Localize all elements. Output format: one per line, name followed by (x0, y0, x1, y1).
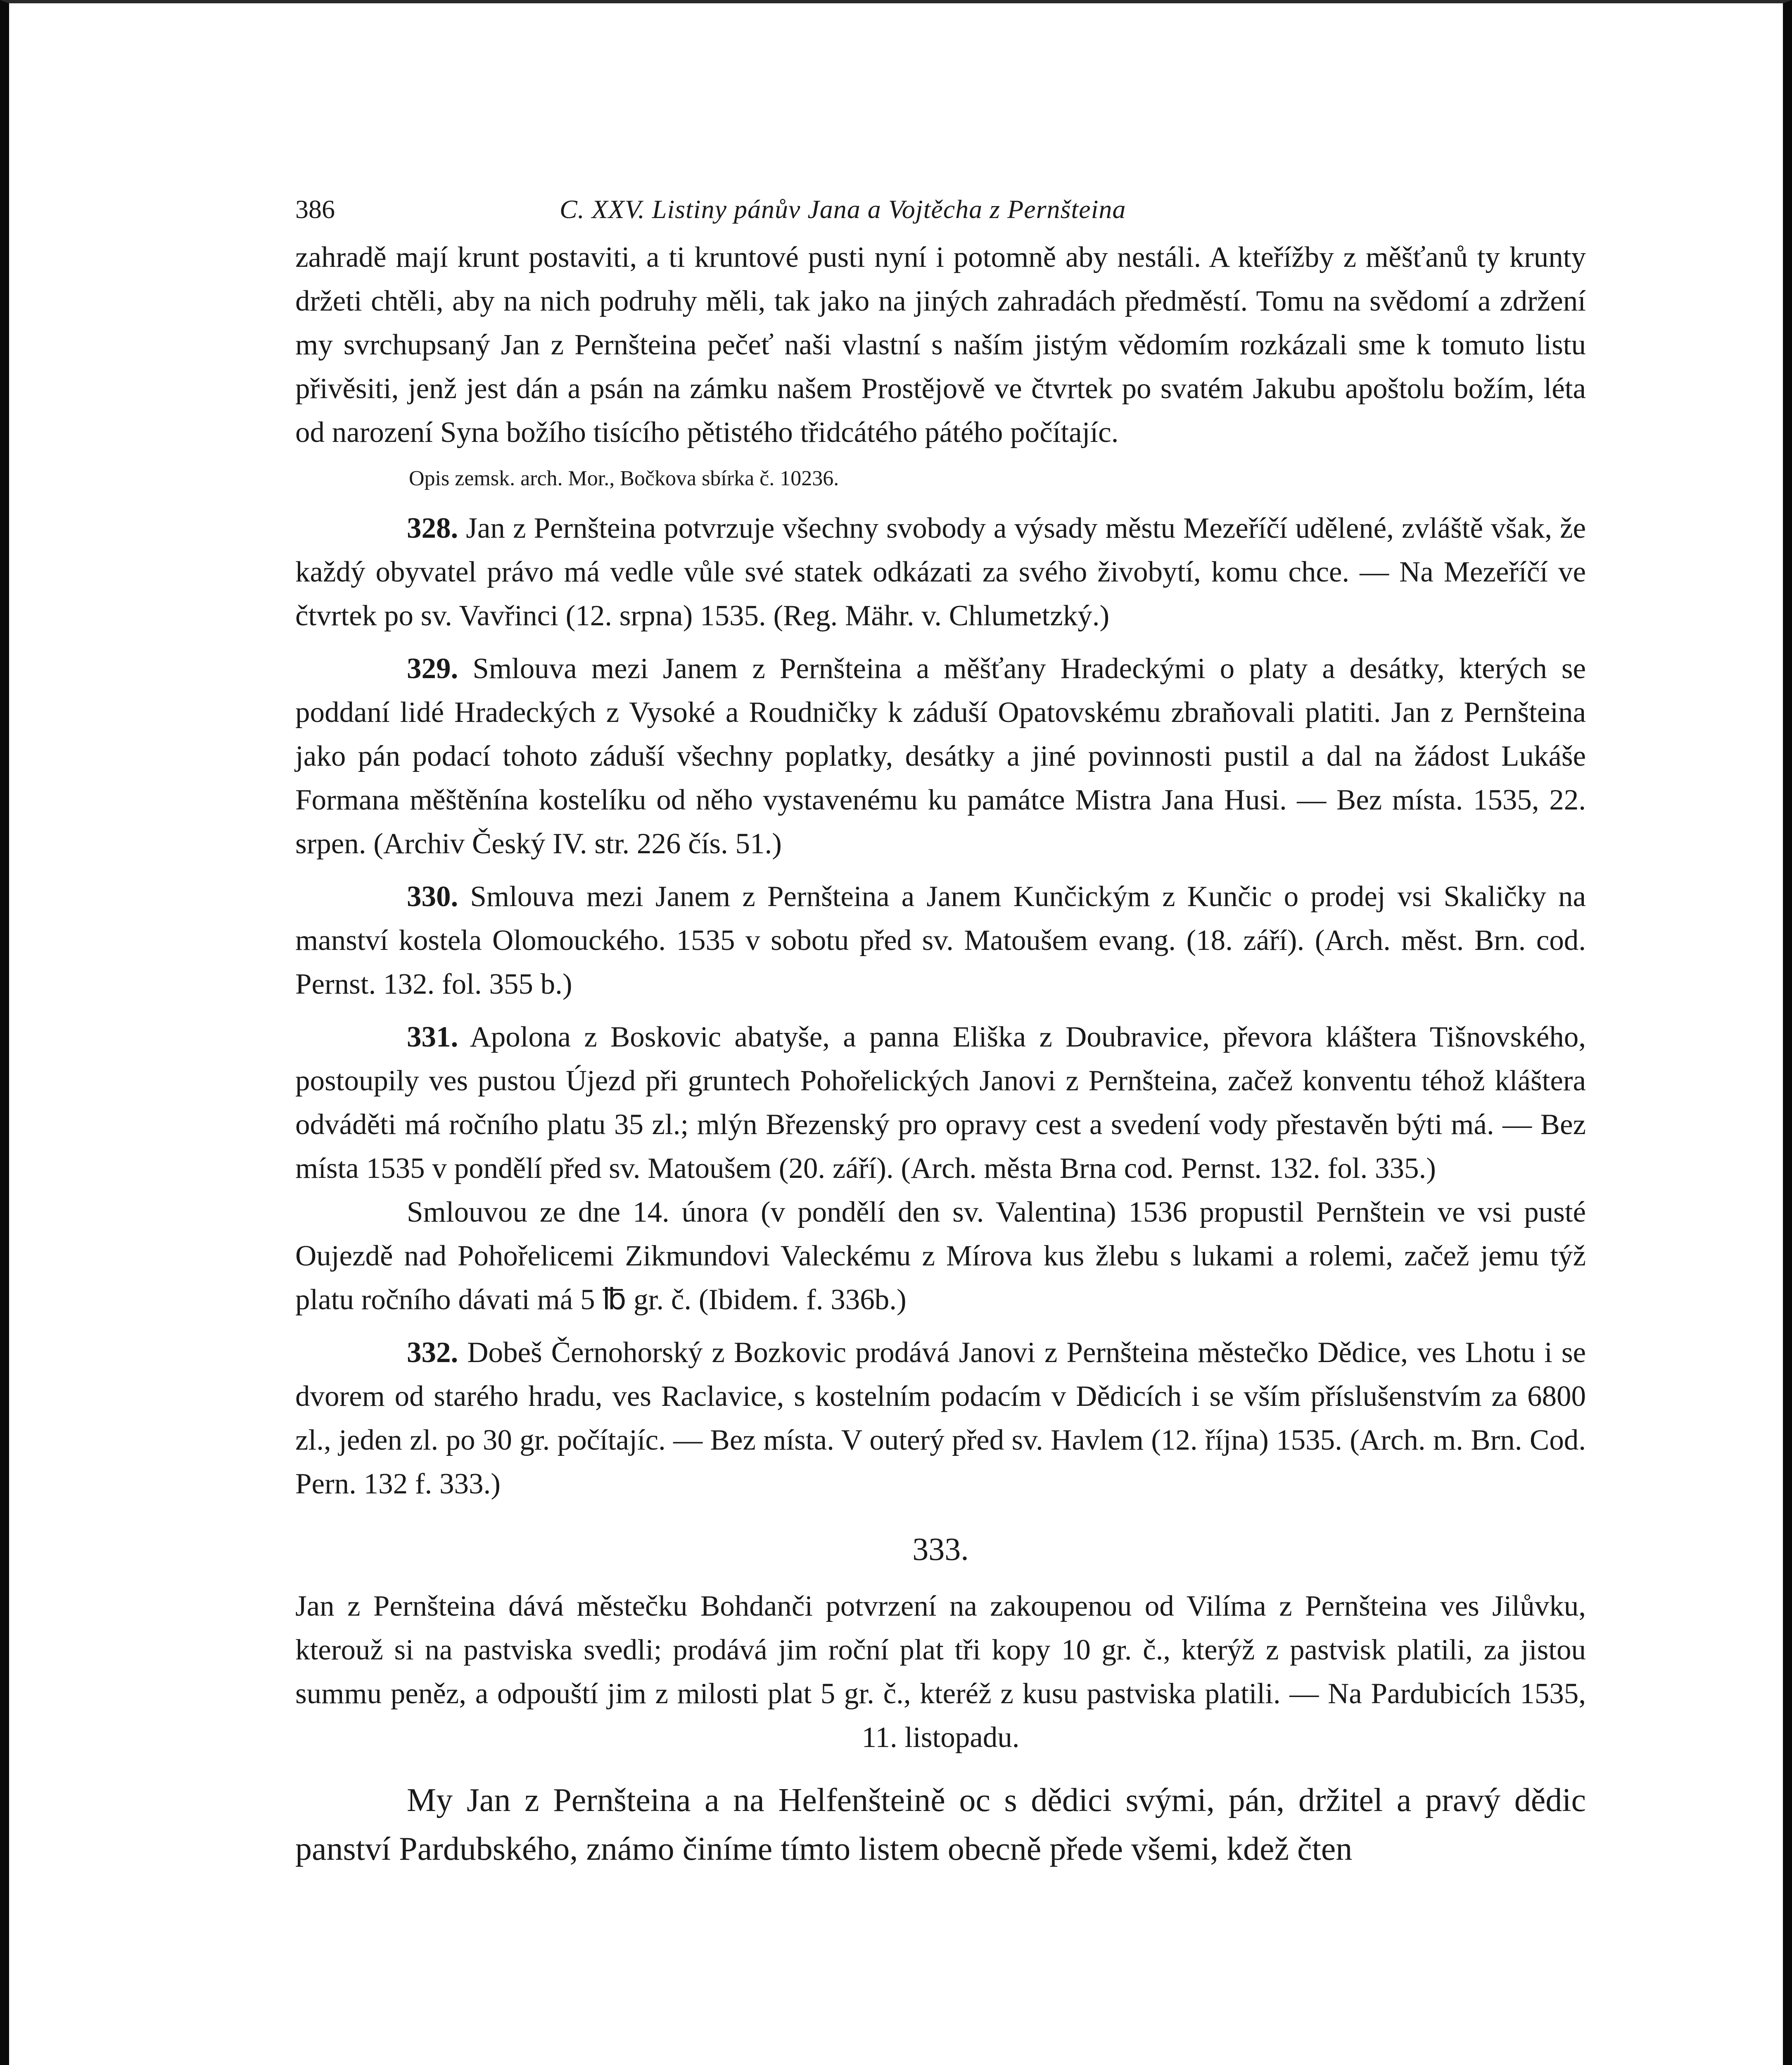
entry-text: Apolona z Boskovic abatyše, a panna Eliška z Doubravice, převora kláštera Tišnovského, postoupily ves pustou Újezd při gruntech Pohořelických Janovi z Pernšteina, začež konventu téhož kláštera odváděti má ročního platu 35 zl.; mlýn Březenský pro opravy cest a svedení vody přestavěn býti má. — Bez místa 1535 v pondělí před sv. Matoušem (20. září). (Arch. města Brna cod. Pernst. 132. fol. 335.) (295, 1021, 1586, 1184)
document-number: 333. (912, 1531, 969, 1567)
continuation-paragraph: zahradě mají krunt postaviti, a ti kruntové pusti nyní i potomně aby nestáli. A kteřížby z měšťanů ty krunty držeti chtěli, aby na nich podruhy měli, tak jako na jiných zahradách předměstí. Tomu na svědomí a zdržení my svrchupsaný Jan z Pernšteina pečeť naši vlastní s naším jistým vědomím rozkázali sme k tomuto listu přivěsiti, jenž jest dán a psán na zámku našem Prostějově ve čtvrtek po svatém Jakubu apoštolu božím, léta od narození Syna božího tisícího pětistého třidcátého pátého počítajíc. (295, 241, 1586, 449)
page (295, 194, 1586, 1873)
page-number: 386 (295, 195, 335, 224)
entry-328 (295, 506, 1586, 638)
charter-text: My Jan z Pernšteina a na Helfenšteině oc s dědici svými, pán, držitel a pravý dědic panství Pardubského, známo činíme tímto listem obecně přede všemi, kdež čten (295, 1782, 1586, 1867)
entry-331 (295, 1015, 1586, 1190)
entry-332 (295, 1331, 1586, 1506)
entry-number: 330. (407, 881, 458, 913)
running-head (295, 194, 1586, 235)
entry-331-note (295, 1190, 1586, 1322)
entry-text: Smlouvou ze dne 14. února (v pondělí den sv. Valentina) 1536 propustil Pernštein ve vsi pusté Oujezdě nad Pohořelicemi Zikmundovi Valeckému z Mírova kus žlebu s lukami a rolemi, začež jemu týž platu ročního dávati má 5 ℔ gr. č. (Ibidem. f. 336b.) (295, 1196, 1586, 1316)
entry-number: 328. (407, 512, 458, 544)
entry-text: Smlouva mezi Janem z Pernšteina a měšťany Hradeckými o platy a desátky, kterých se poddaní lidé Hradeckých z Vysoké a Roudničky k záduší Opatovskému zbraňovali platiti. Jan z Pernšteina jako pán podací tohoto záduší všechny poplatky, desátky a jiné povinnosti pustil a dal na žádost Lukáše Formana měštěnína kostelíku od něho vystavenému ku památce Mistra Jana Husi. — Bez místa. 1535, 22. srpen. (Archiv Český IV. str. 226 čís. 51.) (295, 653, 1586, 860)
running-title: C. XXV. Listiny pánův Jana a Vojtěcha z Pernšteina (560, 195, 1126, 224)
source-note: Opis zemsk. arch. Mor., Bočkova sbírka č. 10236. (409, 467, 839, 490)
entry-number: 329. (407, 653, 458, 685)
entry-329 (295, 647, 1586, 866)
entry-number: 331. (407, 1021, 458, 1053)
entry-text: Dobeš Černohorský z Bozkovic prodává Janovi z Pernšteina městečko Dědice, ves Lhotu i se dvorem od starého hradu, ves Raclavice, s kostelním podacím v Dědicích i se vším příslušenstvím za 6800 zl., jeden zl. po 30 gr. počítajíc. — Bez místa. V outerý před sv. Havlem (12. října) 1535. (Arch. m. Brn. Cod. Pern. 132 f. 333.) (295, 1336, 1586, 1500)
entry-number: 332. (407, 1336, 458, 1369)
entry-330 (295, 875, 1586, 1006)
document-summary: Jan z Pernšteina dává městečku Bohdanči potvrzení na zakoupenou od Vilíma z Pernšteina ves Jilůvku, kterouž si na pastviska svedli; prodává jim roční plat tři kopy 10 gr. č., kterýž z pastvisk platili, za jistou summu peněz, a odpouští jim z milosti plat 5 gr. č., kteréž z kusu pastviska platili. — Na Pardubicích 1535, 11. listopadu. (295, 1590, 1586, 1754)
entry-text: Jan z Pernšteina potvrzuje všechny svobody a výsady městu Mezeříčí udělené, zvláště však, že každý obyvatel právo má vedle vůle své statek odkázati za svého živobytí, komu chce. — Na Mezeříčí ve čtvrtek po sv. Vavřinci (12. srpna) 1535. (Reg. Mähr. v. Chlumetzký.) (295, 512, 1586, 632)
entry-text: Smlouva mezi Janem z Pernšteina a Janem Kunčickým z Kunčic o prodej vsi Skaličky na manství kostela Olomouckého. 1535 v sobotu před sv. Matoušem evang. (18. září). (Arch. měst. Brn. cod. Pernst. 132. fol. 355 b.) (295, 881, 1586, 1000)
